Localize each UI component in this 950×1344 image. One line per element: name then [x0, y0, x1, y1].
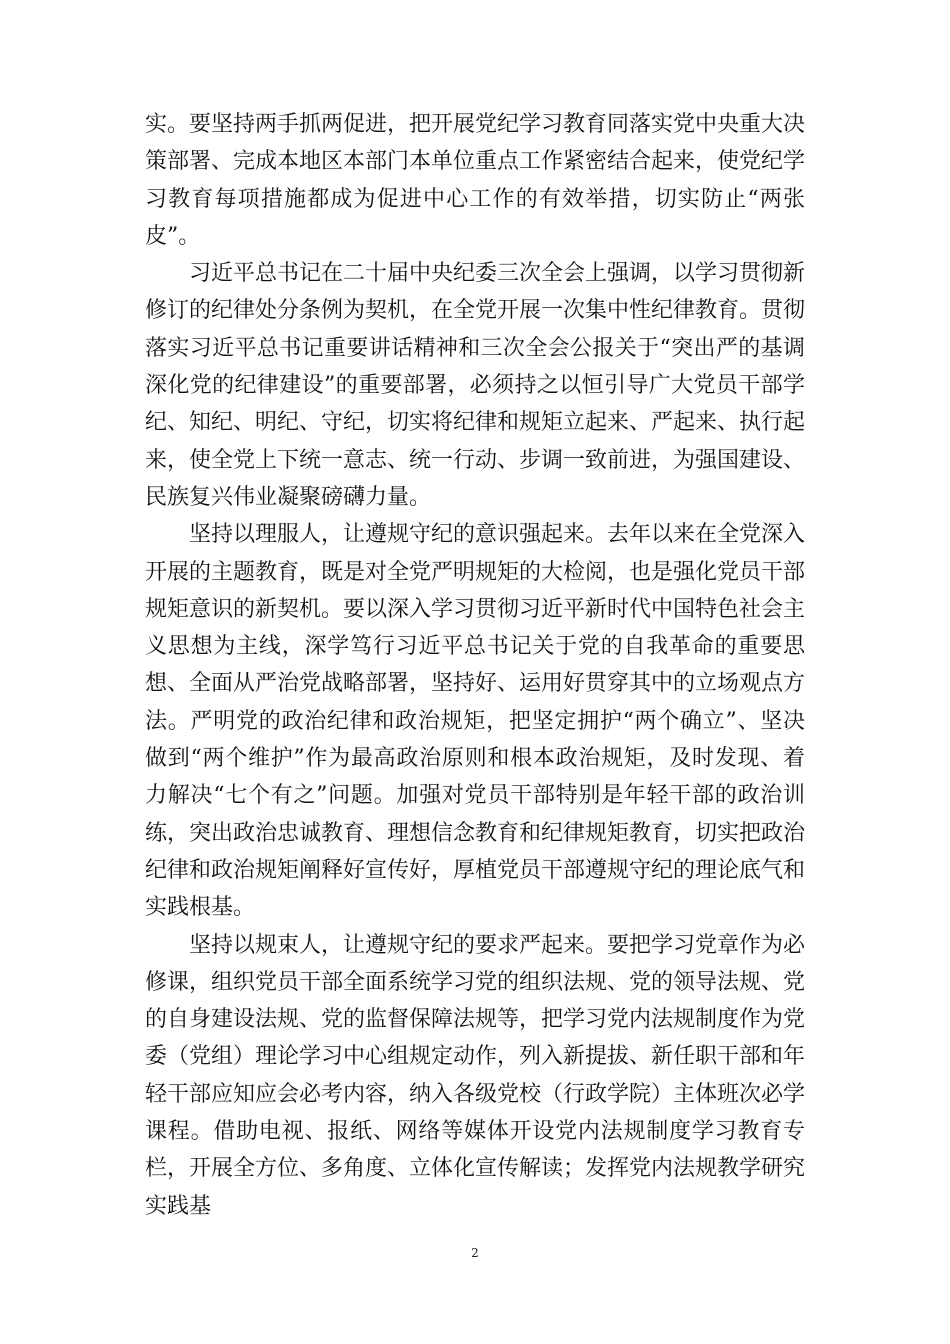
paragraph-continuation: 实。要坚持两手抓两促进，把开展党纪学习教育同落实党中央重大决策部署、完成本地区本部门本单位重点工作紧密结合起来，使党纪学习教育每项措施都成为促进中心工作的有效举措，切实防止“两张皮”。: [145, 112, 806, 249]
paragraph-persuade-by-reason: 坚持以理服人，让遵规守纪的意识强起来。去年以来在全党深入开展的主题教育，既是对全党严明规矩的大检阅，也是强化党员干部规矩意识的新契机。要以深入学习贯彻习近平新时代中国特色社会主义思想为主线，深学笃行习近平总书记关于党的自我革命的重要思想、全面从严治党战略部署，坚持好、运用好贯穿其中的立场观点方法。严明党的政治纪律和政治规矩，把坚定拥护“两个确立”、坚决做到“两个维护”作为最高政治原则和根本政治规矩，及时发现、着力解决“七个有之”问题。加强对党员干部特别是年轻干部的政治训练，突出政治忠诚教育、理想信念教育和纪律规矩教育，切实把政治纪律和政治规矩阐释好宣传好，厚植党员干部遵规守纪的理论底气和实践根基。: [145, 522, 806, 921]
page-number: 2: [471, 1246, 479, 1260]
paragraph-bind-by-rules: 坚持以规束人，让遵规守纪的要求严起来。要把学习党章作为必修课，组织党员干部全面系统学习党的组织法规、党的领导法规、党的自身建设法规、党的监督保障法规等，把学习党内法规制度作为党委（党组）理论学习中心组规定动作，列入新提拔、新任职干部和年轻干部应知应会必考内容，纳入各级党校（行政学院）主体班次必学课程。借助电视、报纸、网络等媒体开设党内法规制度学习教育专栏，开展全方位、多角度、立体化宣传解读；发挥党内法规教学研究实践基: [145, 932, 806, 1219]
paragraph-discipline-education: 习近平总书记在二十届中央纪委三次全会上强调，以学习贯彻新修订的纪律处分条例为契机，在全党开展一次集中性纪律教育。贯彻落实习近平总书记重要讲话精神和三次全会公报关于“突出严的基调深化党的纪律建设”的重要部署，必须持之以恒引导广大党员干部学纪、知纪、明纪、守纪，切实将纪律和规矩立起来、严起来、执行起来，使全党上下统一意志、统一行动、步调一致前进，为强国建设、民族复兴伟业凝聚磅礴力量。: [145, 261, 806, 510]
document-body: [145, 106, 805, 1225]
